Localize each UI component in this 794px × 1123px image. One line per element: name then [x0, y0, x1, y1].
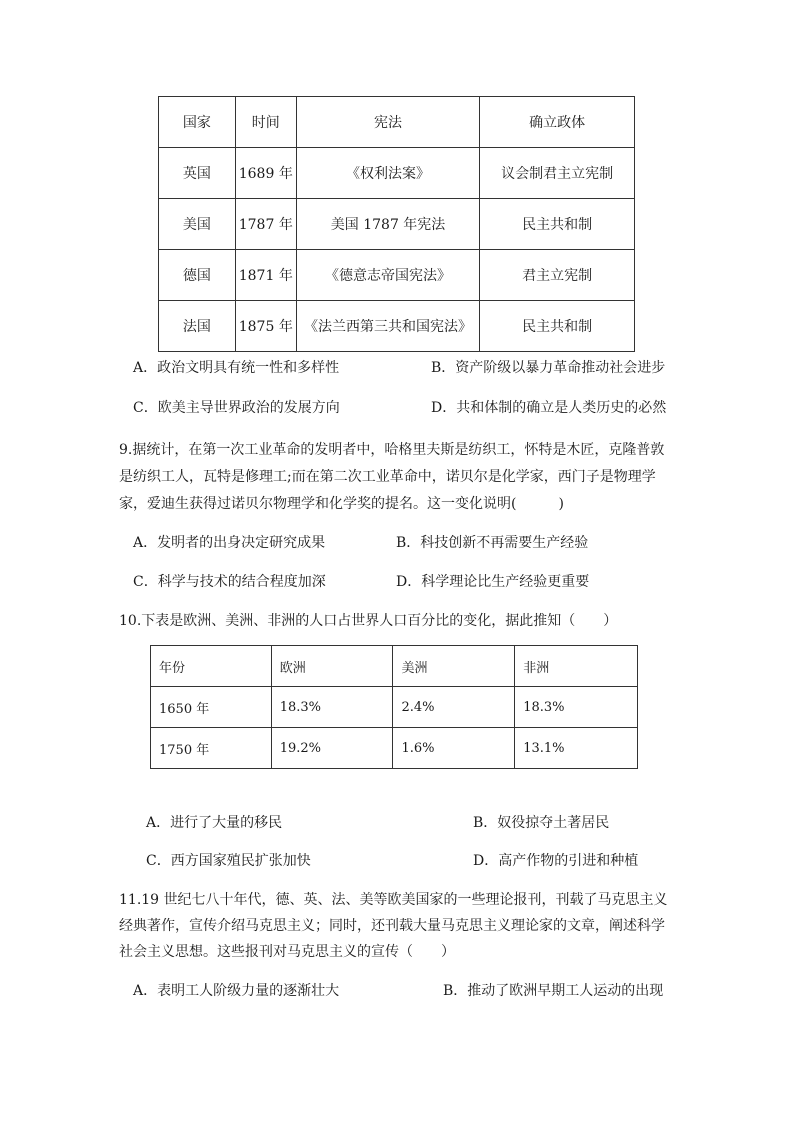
table-header-cell: 欧洲	[271, 646, 393, 687]
table-cell: 18.3%	[515, 687, 638, 728]
table-cell: 英国	[159, 148, 236, 199]
q9-option-c: C．科学与技术的结合程度加深	[133, 574, 326, 590]
q9-stem-line: 9.据统计，在第一次工业革命的发明者中，哈格里夫斯是纺织工，怀特是木匠，克隆普敦	[119, 442, 665, 458]
table-cell: 《权利法案》	[296, 148, 480, 199]
table-cell: 民主共和制	[480, 199, 635, 250]
table-row	[159, 199, 635, 250]
q11-stem-line: 社会主义思想。这些报刊对马克思主义的宣传（ ）	[119, 944, 455, 960]
q9-option-d: D．科学理论比生产经验更重要	[396, 574, 590, 590]
table-cell: 《法兰西第三共和国宪法》	[296, 301, 480, 352]
table-row	[151, 728, 638, 769]
table-header-cell: 年份	[151, 646, 272, 687]
q10-option-a: A．进行了大量的移民	[146, 815, 283, 831]
q9-stem-line: 家，爱迪生获得过诺贝尔物理学和化学奖的提名。这一变化说明( )	[119, 496, 564, 512]
table-header-cell: 国家	[159, 97, 236, 148]
table-header-cell: 美洲	[393, 646, 515, 687]
table-row	[159, 301, 635, 352]
table-cell: 1875 年	[235, 301, 296, 352]
table-row	[159, 250, 635, 301]
table-cell: 18.3%	[271, 687, 393, 728]
table-cell: 1787 年	[235, 199, 296, 250]
q10-option-c: C．西方国家殖民扩张加快	[146, 853, 311, 869]
table-cell: 1650 年	[151, 687, 272, 728]
q9-option-a: A．发明者的出身决定研究成果	[133, 535, 326, 551]
table-header-row	[159, 97, 635, 148]
table-cell: 13.1%	[515, 728, 638, 769]
table-cell: 《德意志帝国宪法》	[296, 250, 480, 301]
table-row	[159, 148, 635, 199]
table-cell: 德国	[159, 250, 236, 301]
table-header-cell: 宪法	[296, 97, 480, 148]
table-cell: 1.6%	[393, 728, 515, 769]
q10-option-d: D．高产作物的引进和种植	[473, 853, 639, 869]
table-cell: 美国	[159, 199, 236, 250]
table-cell: 1750 年	[151, 728, 272, 769]
q8-option-b: B．资产阶级以暴力革命推动社会进步	[431, 360, 666, 376]
table-header-cell: 时间	[235, 97, 296, 148]
q8-option-c: C．欧美主导世界政治的发展方向	[133, 400, 340, 416]
table-header-cell: 非洲	[515, 646, 638, 687]
table-cell: 民主共和制	[480, 301, 635, 352]
q10-stem: 10.下表是欧洲、美洲、非洲的人口占世界人口百分比的变化，据此推知（ ）	[119, 613, 618, 629]
table-cell: 1871 年	[235, 250, 296, 301]
table-cell: 议会制君主立宪制	[480, 148, 635, 199]
q10-option-b: B．奴役掠夺土著居民	[473, 815, 610, 831]
table-row	[151, 687, 638, 728]
q9-stem-line: 是纺织工人，瓦特是修理工;而在第二次工业革命中，诺贝尔是化学家，西门子是物理学	[119, 469, 656, 485]
table-cell: 2.4%	[393, 687, 515, 728]
table-cell: 19.2%	[271, 728, 393, 769]
q11-stem-line: 经典著作，宣传介绍马克思主义；同时，还刊载大量马克思主义理论家的文章，阐述科学	[119, 918, 665, 934]
q11-option-a: A．表明工人阶级力量的逐渐壮大	[133, 983, 340, 999]
q11-stem-line: 11.19 世纪七八十年代，德、英、法、美等欧美国家的一些理论报刊，刊载了马克思主义	[119, 892, 668, 908]
constitution-table	[158, 96, 635, 352]
table-cell: 君主立宪制	[480, 250, 635, 301]
q9-option-b: B．科技创新不再需要生产经验	[396, 535, 589, 551]
table-cell: 法国	[159, 301, 236, 352]
population-table	[150, 645, 638, 769]
q8-option-d: D．共和体制的确立是人类历史的必然	[431, 400, 667, 416]
table-header-row	[151, 646, 638, 687]
q8-option-a: A．政治文明具有统一性和多样性	[133, 360, 340, 376]
q11-option-b: B．推动了欧洲早期工人运动的出现	[443, 983, 664, 999]
table-header-cell: 确立政体	[480, 97, 635, 148]
table-cell: 1689 年	[235, 148, 296, 199]
table-cell: 美国 1787 年宪法	[296, 199, 480, 250]
